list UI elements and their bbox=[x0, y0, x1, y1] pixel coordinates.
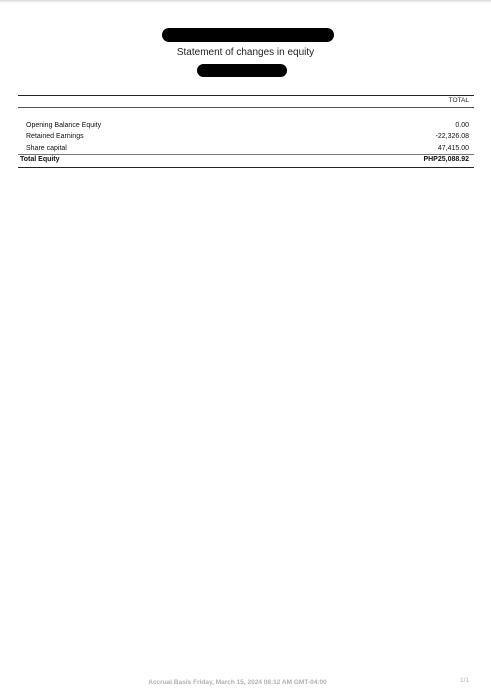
row-amount: 47,415.00 bbox=[437, 145, 469, 152]
total-row bbox=[20, 155, 469, 164]
table-bottom-rule bbox=[18, 167, 474, 168]
page-top-edge bbox=[0, 0, 491, 3]
company-name-redaction bbox=[162, 28, 334, 42]
row-label: Retained Earnings bbox=[26, 133, 84, 140]
total-amount: PHP25,088.92 bbox=[423, 156, 469, 163]
report-period-redaction bbox=[197, 64, 287, 77]
header-underline bbox=[18, 107, 474, 108]
row-label: Share capital bbox=[26, 145, 67, 152]
row-amount: -22,326.08 bbox=[435, 133, 469, 140]
row-amount: 0.00 bbox=[455, 122, 469, 129]
total-label: Total Equity bbox=[20, 156, 60, 163]
table-row bbox=[26, 121, 469, 130]
report-title: Statement of changes in equity bbox=[176, 47, 315, 58]
footer-basis-timestamp: Accrual Basis Friday, March 15, 2024 08:12 AM GMT-04:00 bbox=[148, 679, 327, 686]
table-top-rule bbox=[18, 95, 474, 96]
row-label: Opening Balance Equity bbox=[26, 122, 102, 129]
table-row bbox=[26, 132, 469, 141]
column-header-total: TOTAL bbox=[448, 97, 469, 104]
table-row bbox=[26, 144, 469, 153]
page-number: 1/1 bbox=[459, 677, 469, 684]
